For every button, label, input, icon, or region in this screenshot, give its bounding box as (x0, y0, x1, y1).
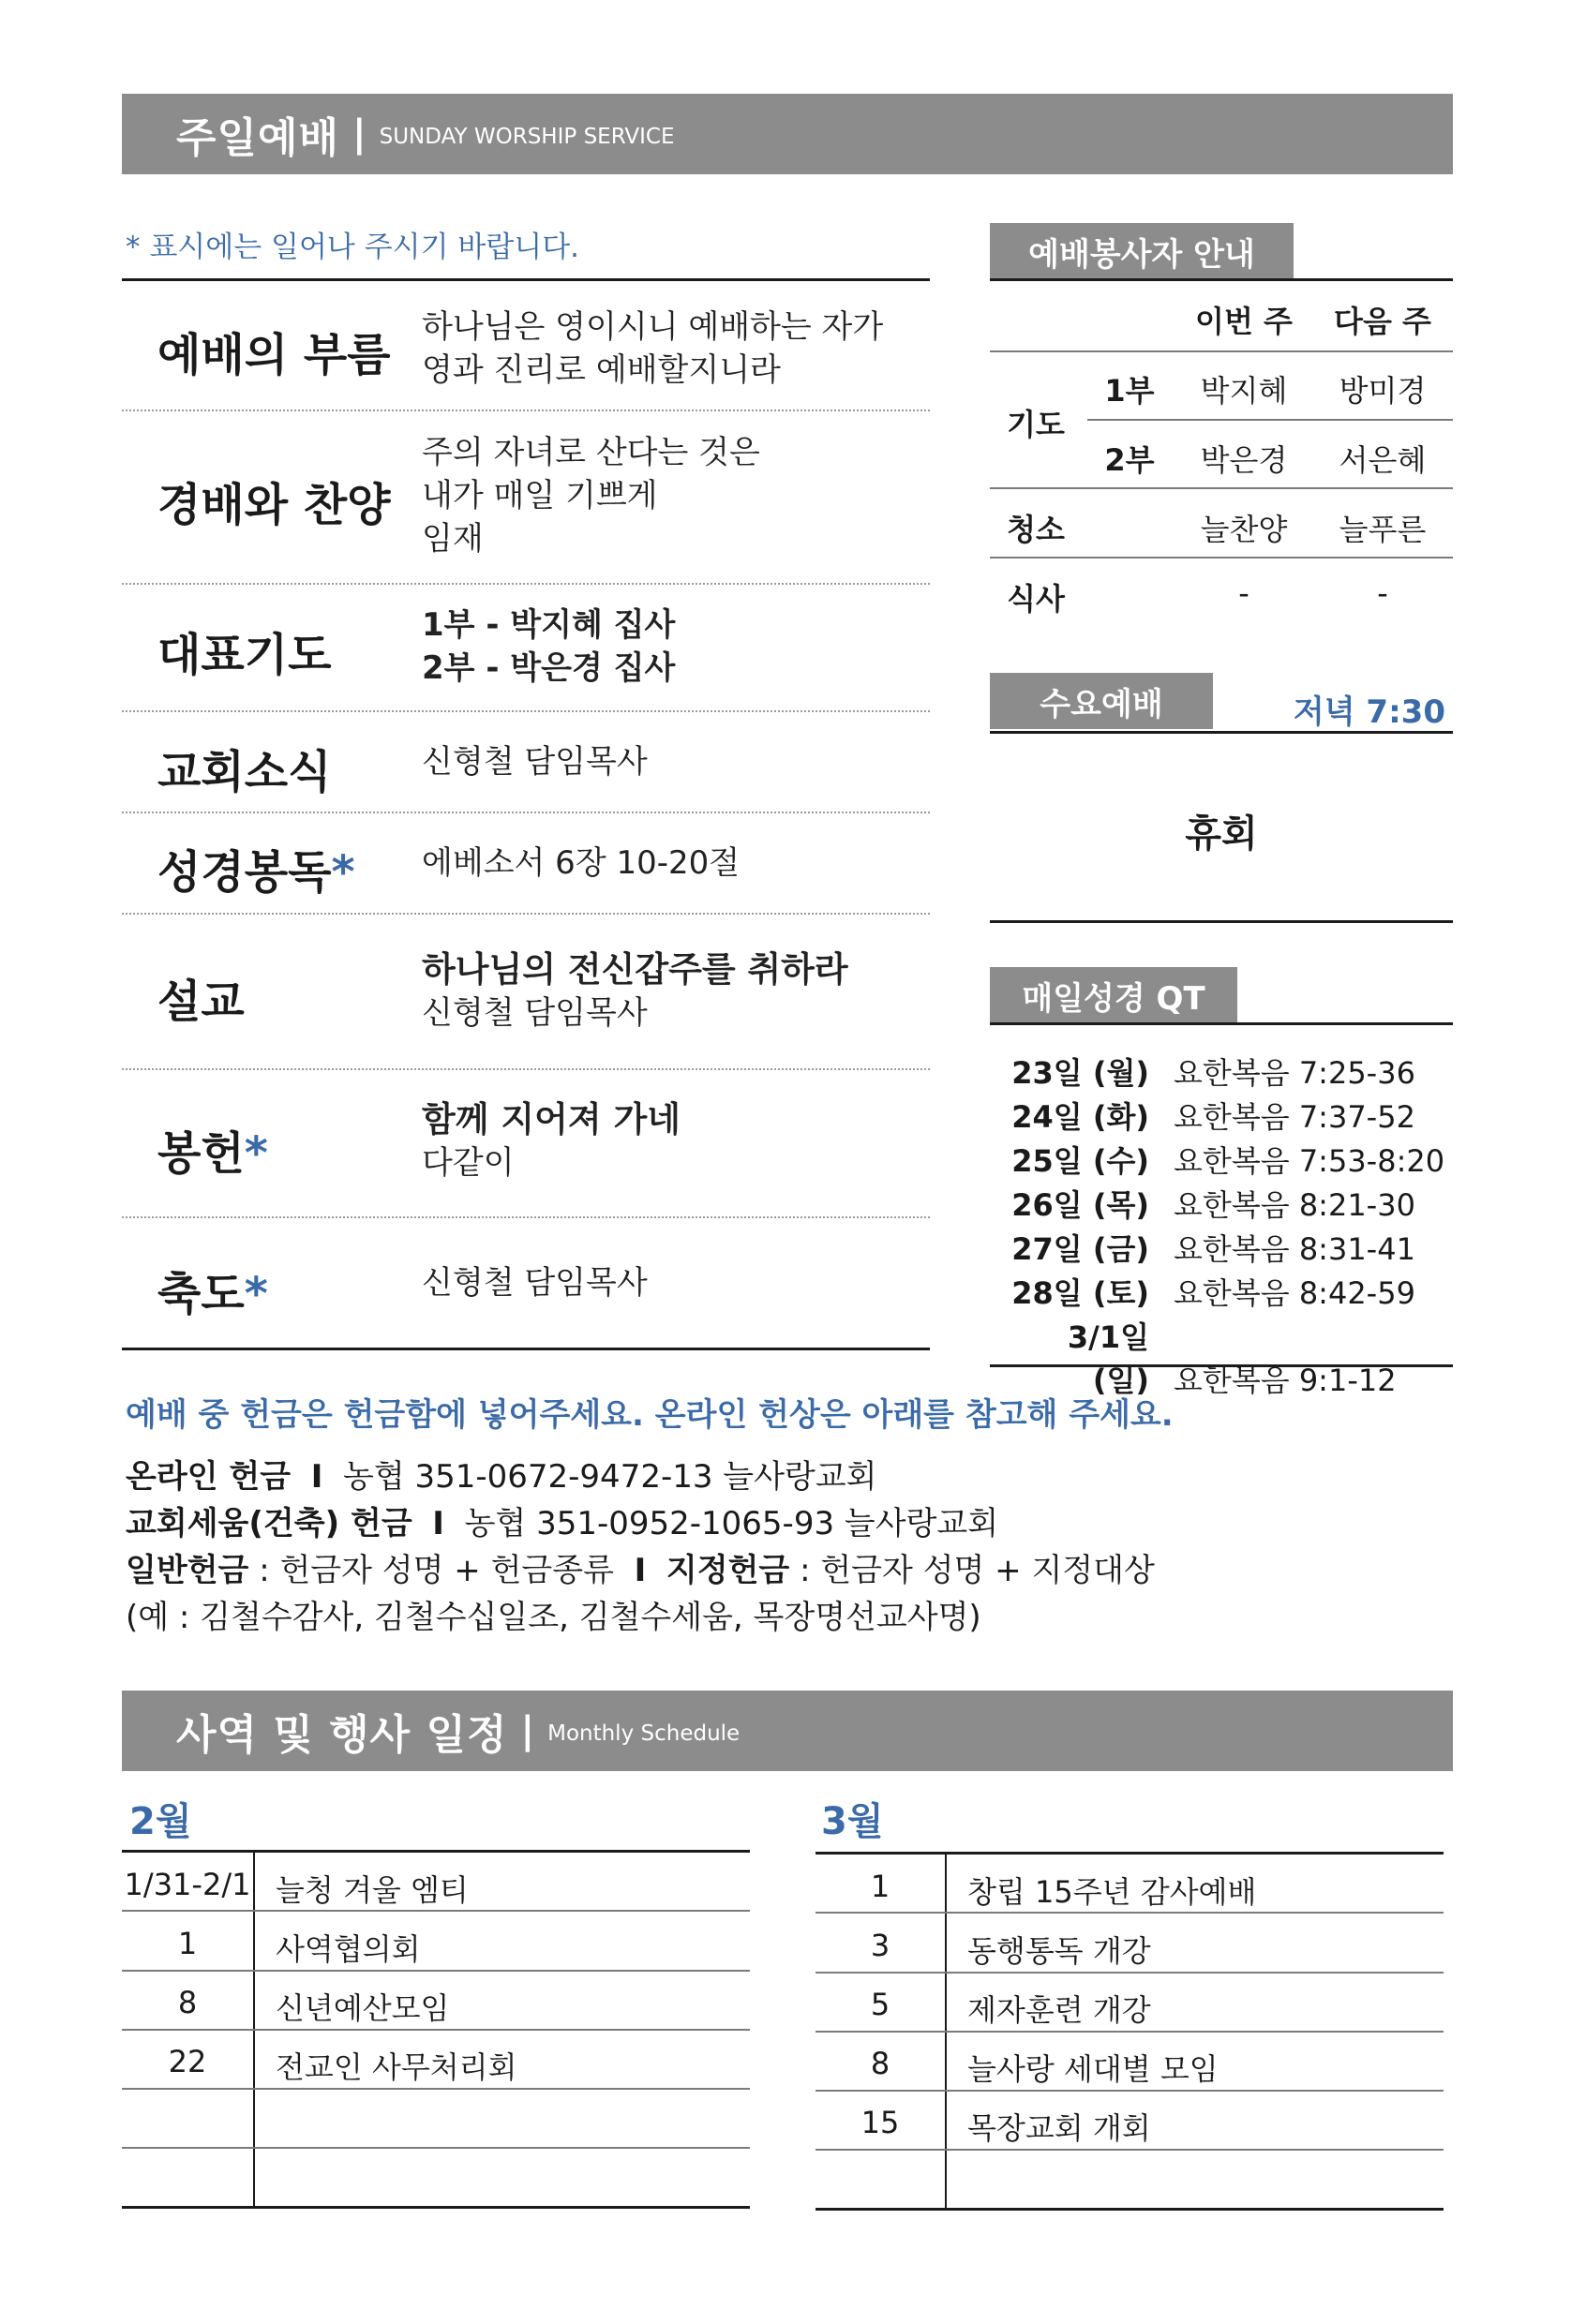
wednesday-status: 휴회 (1185, 812, 1258, 856)
title-divider: | (520, 1709, 535, 1752)
dotted-divider (122, 410, 930, 411)
dotted-divider (122, 812, 930, 813)
offering-example: (예 : 김철수감사, 김철수십일조, 김철수세움, 목장명선교사명) (126, 1599, 981, 1636)
row-divider (815, 1972, 1444, 1974)
schedule-date: 8 (177, 1985, 198, 2020)
schedule-date: 5 (870, 1987, 890, 2022)
qt-row: 3/1일 (일) 요한복음 9:1-12 (1067, 1319, 1397, 1398)
worship-title-en: SUNDAY WORSHIP SERVICE (379, 125, 675, 149)
qt-row: 24일 (화) 요한복음 7:37-52 (1011, 1099, 1415, 1135)
order-detail: 하나님은 영이시니 예배하는 자가 영과 진리로 예배할지니라 (422, 308, 884, 389)
wednesday-tab: 수요예배 (990, 673, 1213, 729)
divider (815, 1852, 1444, 1855)
schedule-title-en: Monthly Schedule (547, 1721, 741, 1746)
prayer-label: 기도 (1007, 407, 1065, 442)
order-title: 경배와 찬양 (157, 479, 391, 531)
schedule-event: 제자훈련 개강 (967, 1992, 1151, 2028)
month-feb: 2월 (129, 1800, 192, 1843)
part2-next: 서은혜 (1339, 442, 1427, 478)
wednesday-time: 저녁 7:30 (1293, 693, 1445, 731)
part1-next: 방미경 (1339, 373, 1427, 409)
order-detail: 신형철 담임목사 (422, 1264, 648, 1302)
schedule-event: 전교인 사무처리회 (276, 2049, 517, 2085)
row-divider (815, 1912, 1444, 1914)
meal-label: 식사 (1007, 581, 1065, 617)
col-this-week: 이번 주 (1195, 304, 1293, 339)
schedule-event: 신년예산모임 (276, 1990, 450, 2026)
offering-notice: 예배 중 헌금은 헌금함에 넣어주세요. 온라인 헌상은 아래를 참고해 주세요. (126, 1396, 1174, 1434)
dotted-divider (122, 1216, 930, 1218)
part2-this: 박은경 (1200, 442, 1288, 478)
order-title: 대표기도 (157, 629, 332, 681)
row-divider (815, 2149, 1444, 2151)
divider (990, 731, 1453, 734)
divider (990, 920, 1453, 923)
standing-note: * 표시에는 일어나 주시기 바랍니다. (126, 231, 580, 264)
dotted-divider (122, 913, 930, 915)
row-divider (122, 1910, 750, 1912)
row-divider (122, 1970, 750, 1972)
schedule-date: 15 (860, 2105, 900, 2140)
row-divider (122, 2029, 750, 2031)
divider (990, 557, 1453, 559)
clean-this: 늘찬양 (1200, 512, 1288, 547)
building-offering: 교회세움(건축) 헌금 I 농협 351-0952-1065-93 늘사랑교회 (126, 1505, 999, 1542)
row-divider (815, 2090, 1444, 2092)
divider (122, 1850, 750, 1853)
order-title: 설교 (157, 976, 245, 1028)
order-title: 봉헌* (157, 1127, 268, 1180)
order-detail: 에베소서 6장 10-20절 (422, 844, 741, 882)
divider (815, 2208, 1444, 2211)
order-title: 예배의 부름 (157, 329, 391, 381)
order-title: 성경봉독* (157, 846, 355, 899)
qt-row: 26일 (목) 요한복음 8:21-30 (1011, 1187, 1415, 1223)
schedule-date: 1/31-2/1 (124, 1867, 251, 1902)
divider (990, 487, 1453, 489)
divider (122, 278, 930, 281)
order-title: 교회소식 (157, 746, 332, 798)
row-divider (122, 2147, 750, 2149)
order-detail: 1부 - 박지혜 집사 2부 - 박은경 집사 (422, 606, 676, 687)
schedule-event: 목장교회 개회 (967, 2110, 1151, 2146)
divider (990, 1364, 1453, 1367)
schedule-event: 동행통독 개강 (967, 1933, 1151, 1969)
schedule-date: 8 (870, 2046, 890, 2081)
meal-next: - (1377, 575, 1388, 611)
schedule-date: 1 (870, 1869, 890, 1904)
schedule-date: 1 (177, 1926, 198, 1961)
divider (1087, 419, 1453, 421)
meal-this: - (1238, 575, 1249, 611)
schedule-event: 늘청 겨울 엠티 (276, 1872, 469, 1908)
divider (990, 350, 1453, 352)
online-offering: 온라인 헌금 I 농협 351-0672-9472-13 늘사랑교회 (126, 1458, 877, 1496)
dotted-divider (122, 1068, 930, 1070)
row-divider (815, 2031, 1444, 2033)
order-detail: 주의 자녀로 산다는 것은 내가 매일 기쁘게 임재 (422, 434, 760, 558)
clean-next: 늘푸른 (1339, 512, 1427, 547)
qt-row: 27일 (금) 요한복음 8:31-41 (1011, 1231, 1415, 1267)
schedule-banner (122, 1691, 1453, 1771)
order-title: 축도* (157, 1268, 268, 1320)
col-next-week: 다음 주 (1334, 304, 1431, 339)
order-detail: 신형철 담임목사 (422, 743, 648, 781)
divider (122, 1348, 930, 1350)
part2-label: 2부 (1104, 442, 1155, 478)
qt-tab: 매일성경 QT (990, 967, 1237, 1023)
order-detail: 하나님의 전신갑주를 취하라 신형철 담임목사 (422, 949, 848, 1032)
row-divider (122, 2088, 750, 2090)
month-mar: 3월 (821, 1800, 884, 1843)
order-detail: 함께 지어져 가네 다같이 (422, 1099, 681, 1182)
dotted-divider (122, 710, 930, 712)
clean-label: 청소 (1007, 512, 1065, 547)
divider (990, 278, 1453, 281)
qt-row: 25일 (수) 요한복음 7:53-8:20 (1011, 1143, 1445, 1179)
servers-tab: 예배봉사자 안내 (990, 223, 1294, 279)
worship-title: 주일예배 (176, 114, 340, 162)
schedule-event: 창립 15주년 감사예배 (967, 1874, 1257, 1910)
schedule-event: 사역협의회 (276, 1931, 421, 1967)
qt-row: 28일 (토) 요한복음 8:42-59 (1011, 1275, 1415, 1311)
title-divider: | (352, 112, 367, 156)
schedule-title: 사역 및 행사 일정 (176, 1711, 508, 1759)
worship-banner (122, 94, 1453, 174)
schedule-date: 22 (168, 2044, 207, 2079)
schedule-date: 3 (870, 1928, 890, 1963)
divider (990, 1022, 1453, 1025)
divider (122, 2206, 750, 2209)
schedule-event: 늘사랑 세대별 모임 (967, 2051, 1219, 2087)
part1-this: 박지혜 (1200, 373, 1288, 409)
dotted-divider (122, 583, 930, 585)
general-offering: 일반헌금 : 헌금자 성명 + 헌금종류 I 지정헌금 : 헌금자 성명 + 지정대상 (126, 1552, 1155, 1589)
qt-row: 23일 (월) 요한복음 7:25-36 (1011, 1055, 1415, 1091)
part1-label: 1부 (1104, 373, 1155, 409)
